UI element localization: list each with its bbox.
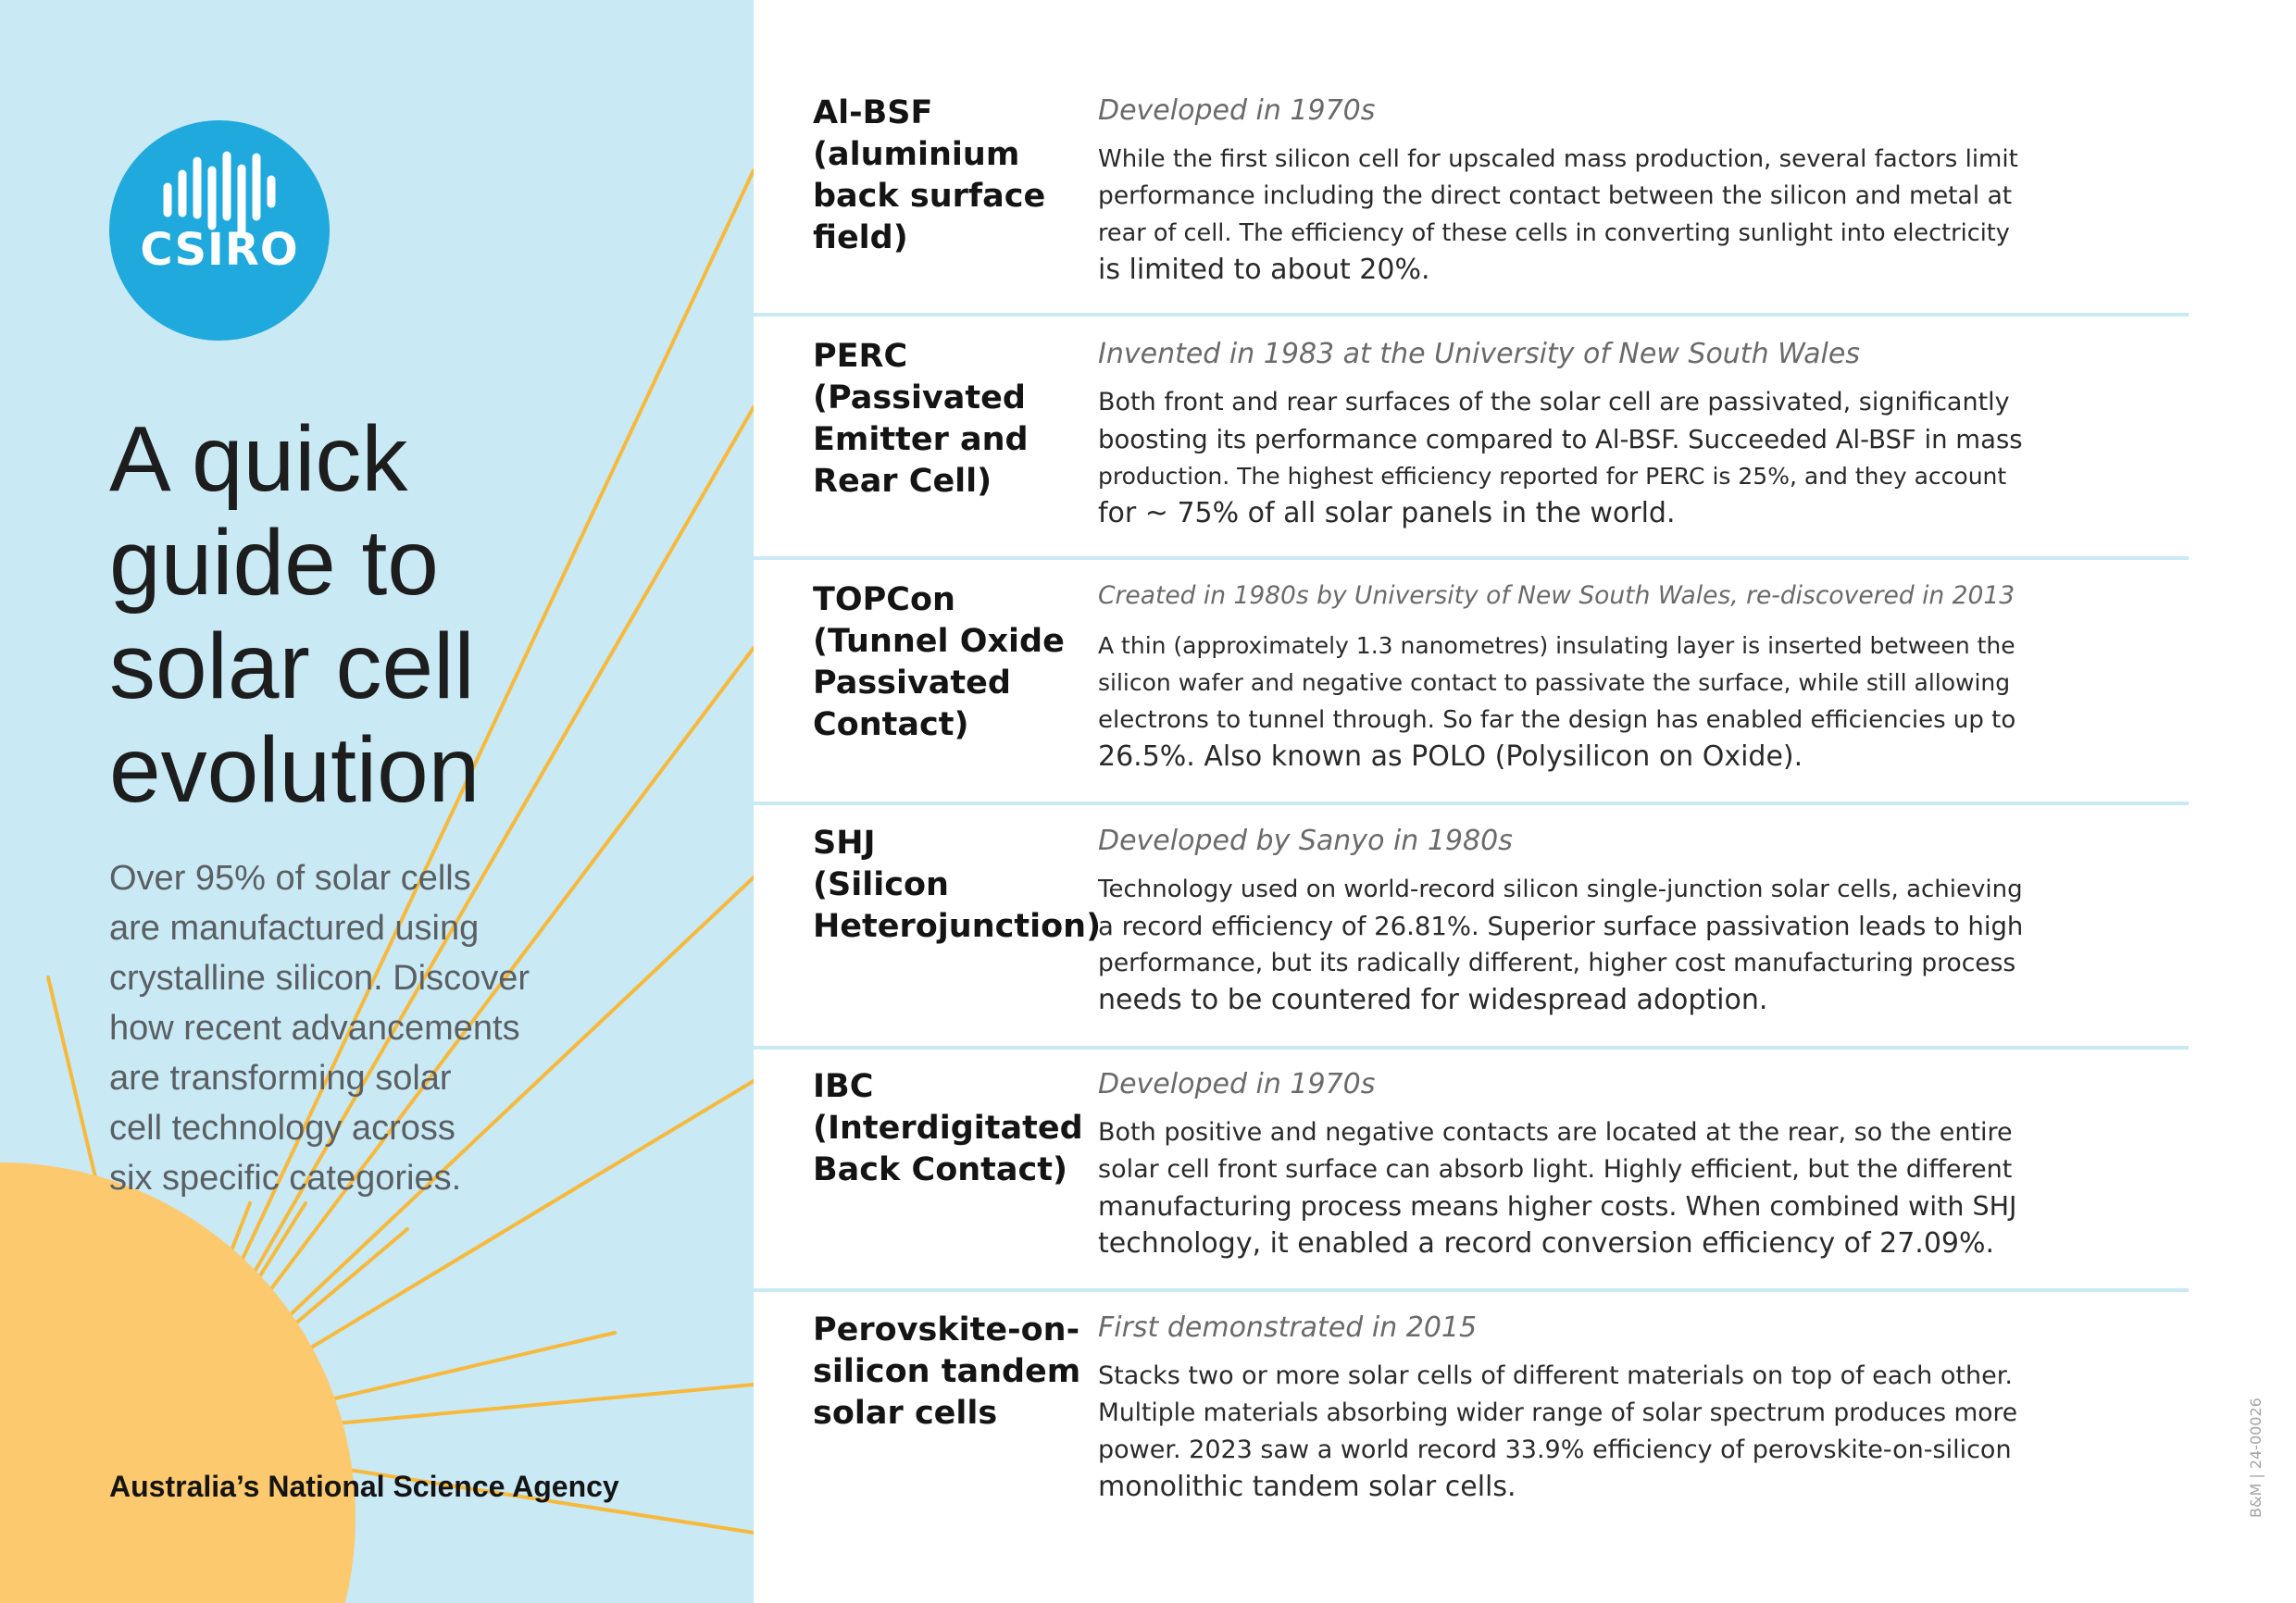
sun <box>0 1162 356 1603</box>
technology-list <box>754 0 2296 1603</box>
title-line: guide to <box>109 511 439 615</box>
intro-paragraph <box>109 853 628 1203</box>
technology-origin: Created in 1980s by University of New South Wales, re-discovered in 2013 <box>1098 581 2015 610</box>
intro-line: cell technology across <box>109 1109 455 1148</box>
intro-line: Over 95% of solar cells <box>109 859 471 898</box>
technology-row-perovskite <box>754 1217 2296 1503</box>
technology-origin: First demonstrated in 2015 <box>1098 1311 1478 1344</box>
technology-name: IBC (Interdigitated Back Contact) <box>813 1068 1083 1188</box>
technology-description: Stacks two or more solar cells of different materials on top of each other. Multiple materials absorbing wider range of solar spectrum produces more power. 2023 saw a world record 33.9% efficiency of perovskite-on-silicon monolithic tandem solar cells. <box>1098 1361 2018 1503</box>
technology-origin: Developed by Sanyo in 1980s <box>1098 825 1513 857</box>
technology-name: SHJ (Silicon Heterojunction) <box>813 825 1102 945</box>
agency-tagline: Australia’s National Science Agency <box>109 1470 619 1503</box>
document-code: B&M | 24-00026 <box>2247 1398 2265 1518</box>
technology-name: TOPCon (Tunnel Oxide Passivated Contact) <box>813 581 1065 743</box>
technology-origin: Developed in 1970s <box>1098 1068 1376 1100</box>
intro-line: are manufactured using <box>109 909 480 948</box>
technology-description: Technology used on world-record silicon single-junction solar cells, achieving a record efficiency of 26.81%. Superior surface passivation leads to high performance, but its radically different, higher cost manufacturing process needs to be countered for widespread adoption. <box>1098 876 2024 1016</box>
intro-line: crystalline silicon. Discover <box>109 959 530 998</box>
technology-origin: Invented in 1983 at the University of New South Wales <box>1098 338 1860 370</box>
technology-row-perc <box>754 243 2296 529</box>
technology-row-topcon <box>754 487 2296 773</box>
technology-description: A thin (approximately 1.3 nanometres) insulating layer is inserted between the silicon wafer and negative contact to passivate the surface, while still allowing electrons to tunnel through. So far the design has enabled efficiencies up to 26.5%. Also known as POLO (Polysilicon on Oxide). <box>1098 632 2016 773</box>
intro-line: are transforming solar <box>109 1059 452 1098</box>
csiro-logo-text: CSIRO <box>140 224 299 276</box>
technology-row-al-bsf <box>754 0 2296 286</box>
technology-description: Both positive and negative contacts are located at the rear, so the entire solar cell front surface can absorb light. Highly efficient, but the different manufacturing process means higher costs. When combined with SHJ technology, it enabled a record conversion efficiency of 27.09%. <box>1098 1118 2017 1260</box>
intro-line: how recent advancements <box>109 1009 520 1048</box>
title-line: A quick <box>109 407 408 511</box>
title-line: evolution <box>109 718 480 822</box>
technology-name: Perovskite-on- silicon tandem solar cells <box>813 1311 1081 1432</box>
page-title <box>109 407 720 822</box>
technology-description: While the first silicon cell for upscaled mass production, several factors limit performance including the direct contact between the silicon and metal at rear of cell. The efficiency of these cells in converting sunlight into electricity is limited to about 20%. <box>1098 145 2018 286</box>
technology-name: PERC (Passivated Emitter and Rear Cell) <box>813 338 1029 500</box>
technology-description: Both front and rear surfaces of the solar cell are passivated, significantly boosting its performance compared to Al-BSF. Succeeded Al-BSF in mass production. The highest efficiency reported for PERC is 25%, and they account for ~ 75% of all solar panels in the world. <box>1098 388 2023 529</box>
intro-line: six specific categories. <box>109 1159 462 1198</box>
technology-row-ibc <box>754 974 2296 1260</box>
technology-name: Al-BSF (aluminium back surface field) <box>813 94 1046 256</box>
left-panel <box>0 0 754 1603</box>
technology-origin: Developed in 1970s <box>1098 94 1376 127</box>
title-line: solar cell <box>109 615 475 718</box>
technology-row-shj <box>754 730 2296 1016</box>
csiro-logo <box>109 120 330 341</box>
